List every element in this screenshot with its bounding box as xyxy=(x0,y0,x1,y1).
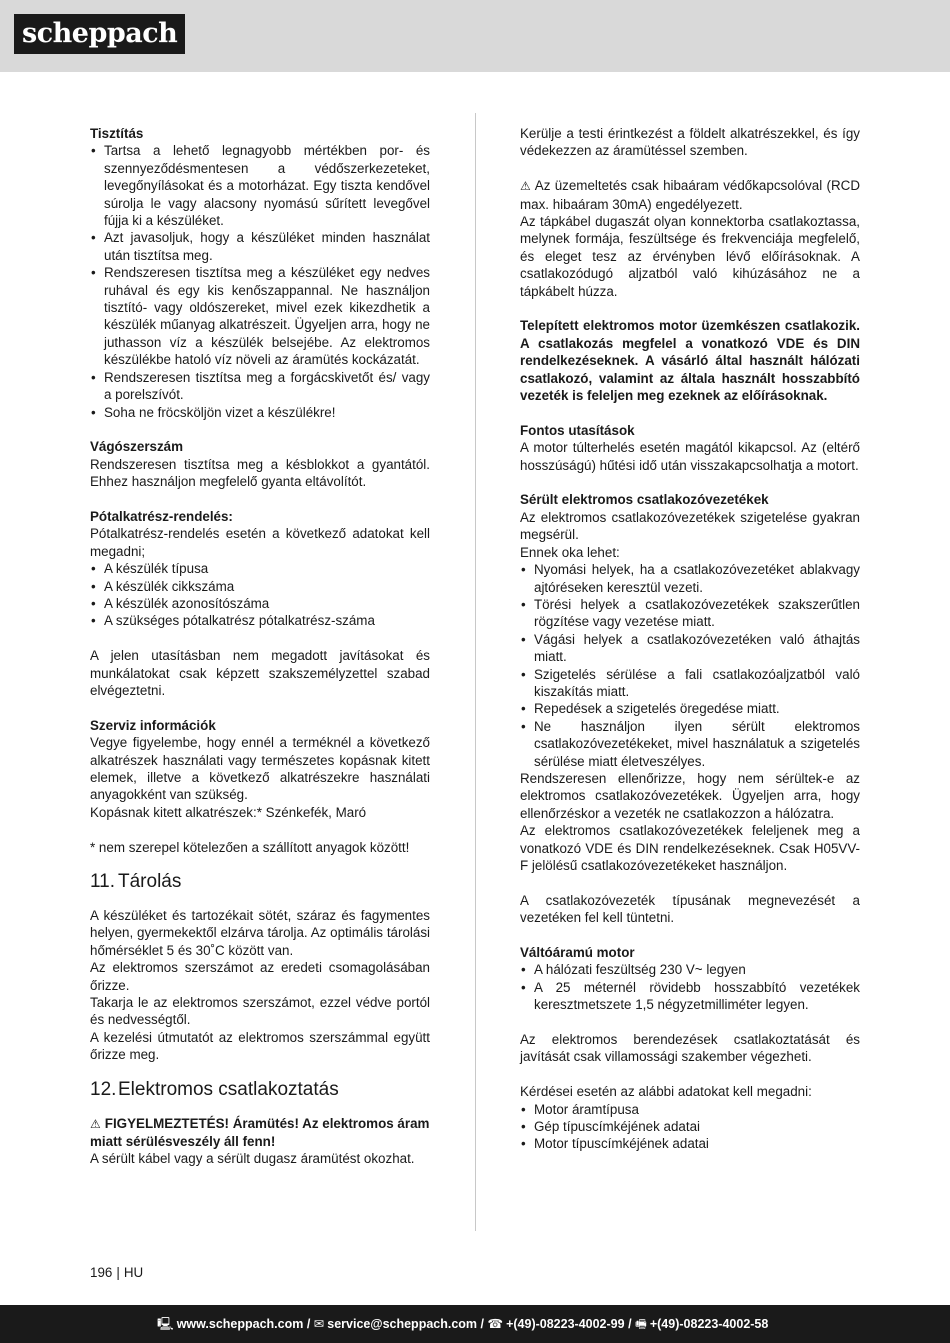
list-item: • Azt javasoljuk, hogy a készüléket minden használat után tisztítsa meg. xyxy=(90,229,430,264)
intro-text: Kerülje a testi érintkezést a földelt alkatrészekkel, és így védekezzen az áramütéssel szemben. xyxy=(520,126,860,159)
tisztitas-list xyxy=(90,142,430,421)
list-item: • Nyomási helyek, ha a csatlakozóvezetéket ablakvagy ajtóréseken keresztül vezeti. xyxy=(520,561,860,596)
serult-causes-intro: Ennek oka lehet: xyxy=(520,544,620,560)
list-item: • A hálózati feszültség 230 V~ legyen xyxy=(520,961,860,978)
list-item: • A készülék cikkszáma xyxy=(90,578,430,595)
list-item: • A szükséges pótalkatrész pótalkatrész-száma xyxy=(90,612,430,629)
list-item: • Vágási helyek a csatlakozóvezetéken való áthajtás miatt. xyxy=(520,631,860,666)
kerdesei-text: Kérdései esetén az alábbi adatokat kell megadni: xyxy=(520,1084,812,1100)
section-number: 11. xyxy=(90,870,116,892)
kerdesei-list xyxy=(520,1101,860,1153)
list-item: • Törési helyek a csatlakozóvezetékek szakszerűtlen rögzítése vagy vezetése miatt. xyxy=(520,596,860,631)
footer-fax: +(49)-08223-4002-58 xyxy=(649,1317,769,1331)
szerviz-footnote: * nem szerepel kötelezően a szállított anyagok között! xyxy=(90,839,410,855)
mail-icon: ✉ xyxy=(313,1317,325,1331)
list-item: • Motor típuscímkéjének adatai xyxy=(520,1135,860,1152)
page-language: HU xyxy=(123,1265,144,1280)
section-title-text: Elektromos csatlakoztatás xyxy=(118,1078,339,1100)
heading-potalkatresz: Pótalkatrész-rendelés: xyxy=(90,508,233,524)
szerviz-parts: Kopásnak kitett alkatrészek:* Szénkefék, Maró xyxy=(90,804,367,820)
potalkatresz-list xyxy=(90,560,430,630)
right-column xyxy=(520,125,860,1153)
section-title-text: Tárolás xyxy=(118,870,182,892)
phone-icon: ☎ xyxy=(487,1317,504,1331)
left-column xyxy=(90,125,430,1168)
page-number-value: 196 xyxy=(90,1265,113,1280)
list-item: • Ne használjon ilyen sérült elektromos csatlakozóvezetékeket, mivel használatuk a szigetelés sérülése miatt életveszélyes. xyxy=(520,718,860,770)
footer-phone: +(49)-08223-4002-99 xyxy=(506,1317,625,1331)
section-number: 12. xyxy=(90,1078,117,1100)
plug-text: Az tápkábel dugaszát olyan konnektorba csatlakoztassa, melynek formája, feszültsége és frekvenciája megfelelő, és eleget tesz az érvényben lévő előírásoknak. A csatlakozódugó aljzatból való kihúzásához ne a tápkábelt húzza. xyxy=(520,214,860,299)
serult-list xyxy=(520,561,860,770)
list-item: • Gép típuscímkéjének adatai xyxy=(520,1118,860,1135)
list-item: • Rendszeresen tisztítsa meg a készüléket egy nedves ruhával és egy kis kenőszappannal. Ne használjon tisztító- vagy oldószereket, mivel ezek kikezdhetik a készülék műanyag alkatrészeit. Ügyeljen arra, hogy ne juthasson víz a készülék belsejébe. Az elektromos készülékbe hatoló víz növeli az áramütés kockázatát. xyxy=(90,264,430,368)
berendezes-text: Az elektromos berendezések csatlakoztatását és javítását csak villamossági szakember végezheti. xyxy=(520,1032,860,1065)
section-title-tarolas xyxy=(90,870,430,894)
rcd-text: ⚠ Az üzemeltetés csak hibaáram védőkapcsolóval (RCD max. hibaáram 30mA) engedélyezett. xyxy=(520,178,860,212)
heading-szerviz: Szerviz információk xyxy=(90,717,216,733)
tarolas-p1: A készüléket és tartozékait sötét, száraz és fagymentes helyen, gyermekektől elzárva tárolja. Az optimális tárolási hőmérséklet 5 és 30˚C között van. xyxy=(90,907,430,958)
list-item: • A készülék azonosítószáma xyxy=(90,595,430,612)
serult-text: Az elektromos csatlakozóvezetékek szigetelése gyakran megsérül. xyxy=(520,509,860,543)
repair-note: A jelen utasításban nem megadott javításokat és munkálatokat csak képzett szakszemélyzettel szabad elvégeztetni. xyxy=(90,648,430,698)
check-text: Rendszeresen ellenőrizze, hogy nem sérültek-e az elektromos csatlakozóvezetékek. Ügyeljen arra, hogy ellenőrzéskor a vezeték ne csatlakozzon a hálózatra. xyxy=(520,770,860,821)
list-item: • A készülék típusa xyxy=(90,560,430,577)
motor-bold-text: Telepített elektromos motor üzemkészen csatlakozik. A csatlakozás megfelel a vonatkozó VDE és DIN rendelkezéseknek. A vásárló által használt hálózati csatlakozó, valamint az általa használt hosszabbító vezeték is feleljen meg ezeknek az előírásoknak. xyxy=(520,318,860,404)
list-item: • Szigetelés sérülése a fali csatlakozóaljzatból való kiszakítás miatt. xyxy=(520,666,860,701)
potalkatresz-text: Pótalkatrész-rendelés esetén a következő adatokat kell megadni; xyxy=(90,526,430,559)
list-item: • A 25 méternél rövidebb hosszabbító vezetékek keresztmetszete 1,5 négyzetmilliméter legyen. xyxy=(520,979,860,1014)
header-bar xyxy=(0,0,950,72)
footer-bar xyxy=(0,1305,950,1343)
page-number: 196 | HU xyxy=(90,1265,144,1280)
type-text: A csatlakozóvezeték típusának megnevezését a vezetéken fel kell tüntetni. xyxy=(520,892,860,926)
fax-icon: 🖷 xyxy=(635,1317,647,1331)
list-item: • Motor áramtípusa xyxy=(520,1101,860,1118)
szerviz-text: Vegye figyelembe, hogy ennél a terméknél a következő alkatrészek használati vagy természetes kopásnak kitett elemek, illetve a következő alkatrészekre használati anyagokként van szükség. xyxy=(90,735,430,803)
cable-text: A sérült kábel vagy a sérült dugasz áramütést okozhat. xyxy=(90,1151,415,1167)
list-item: • Tartsa a lehető legnagyobb mértékben por- és szennyeződésmentesen a védőszerkezeteket, levegőnyílásokat és a motorházat. Egy tiszta kendővel súrolja le vagy alacsony nyomású sűrített levegővel fújja ki a készüléket. xyxy=(90,142,430,229)
heading-serult: Sérült elektromos csatlakozóvezetékek xyxy=(520,492,769,508)
heading-vagoszerszam: Vágószerszám xyxy=(90,439,184,455)
list-item: • Rendszeresen tisztítsa meg a forgácskivetőt és/ vagy a porelszívót. xyxy=(90,369,430,404)
footer-website[interactable]: www.scheppach.com xyxy=(176,1317,304,1331)
scheppach-logo: scheppach xyxy=(14,14,185,54)
footer-email[interactable]: service@scheppach.com xyxy=(327,1317,478,1331)
footer-contact: 🖳 www.scheppach.com / ✉ service@scheppach.com / ☎ +(49)-08223-4002-99 / 🖷 +(49)-08223-4002-58 xyxy=(157,1317,769,1331)
heading-valto: Váltóáramú motor xyxy=(520,945,635,960)
computer-icon: 🖳 xyxy=(157,1317,174,1331)
column-divider xyxy=(475,113,476,1231)
list-item: • Repedések a szigetelés öregedése miatt. xyxy=(520,700,860,717)
tarolas-p4: A kezelési útmutatót az elektromos szerszámmal együtt őrizze meg. xyxy=(90,1029,430,1063)
vde-text: Az elektromos csatlakozóvezetékek feleljenek meg a vonatkozó VDE és DIN rendelkezéseknek. Csak H05VV-F jelölésű csatlakozóvezetékeket használjon. xyxy=(520,823,860,873)
list-item: • Soha ne fröcsköljön vizet a készülékre! xyxy=(90,404,430,421)
fontos-text: A motor túlterhelés esetén magától kikapcsol. Az (eltérő hosszúságú) hűtési idő után visszakapcsolhatja a motort. xyxy=(520,440,860,473)
vagoszerszam-text: Rendszeresen tisztítsa meg a késblokkot a gyantától. Ehhez használjon megfelelő gyanta eltávolítót. xyxy=(90,456,430,490)
warning-text: ⚠ FIGYELMEZTETÉS! Áramütés! Az elektromos áram miatt sérülésveszély áll fenn! xyxy=(90,1115,430,1150)
heading-fontos: Fontos utasítások xyxy=(520,422,635,438)
tarolas-p3: Takarja le az elektromos szerszámot, ezzel védve portól és nedvességtől. xyxy=(90,995,430,1028)
tarolas-p2: Az elektromos szerszámot az eredeti csomagolásában őrizze. xyxy=(90,960,430,993)
warning-icon: ⚠ xyxy=(520,179,531,194)
warning-icon: ⚠ xyxy=(90,1116,101,1131)
section-title-elektromos xyxy=(90,1078,430,1102)
valto-list xyxy=(520,961,860,1013)
heading-tisztitas: Tisztítás xyxy=(90,126,144,141)
